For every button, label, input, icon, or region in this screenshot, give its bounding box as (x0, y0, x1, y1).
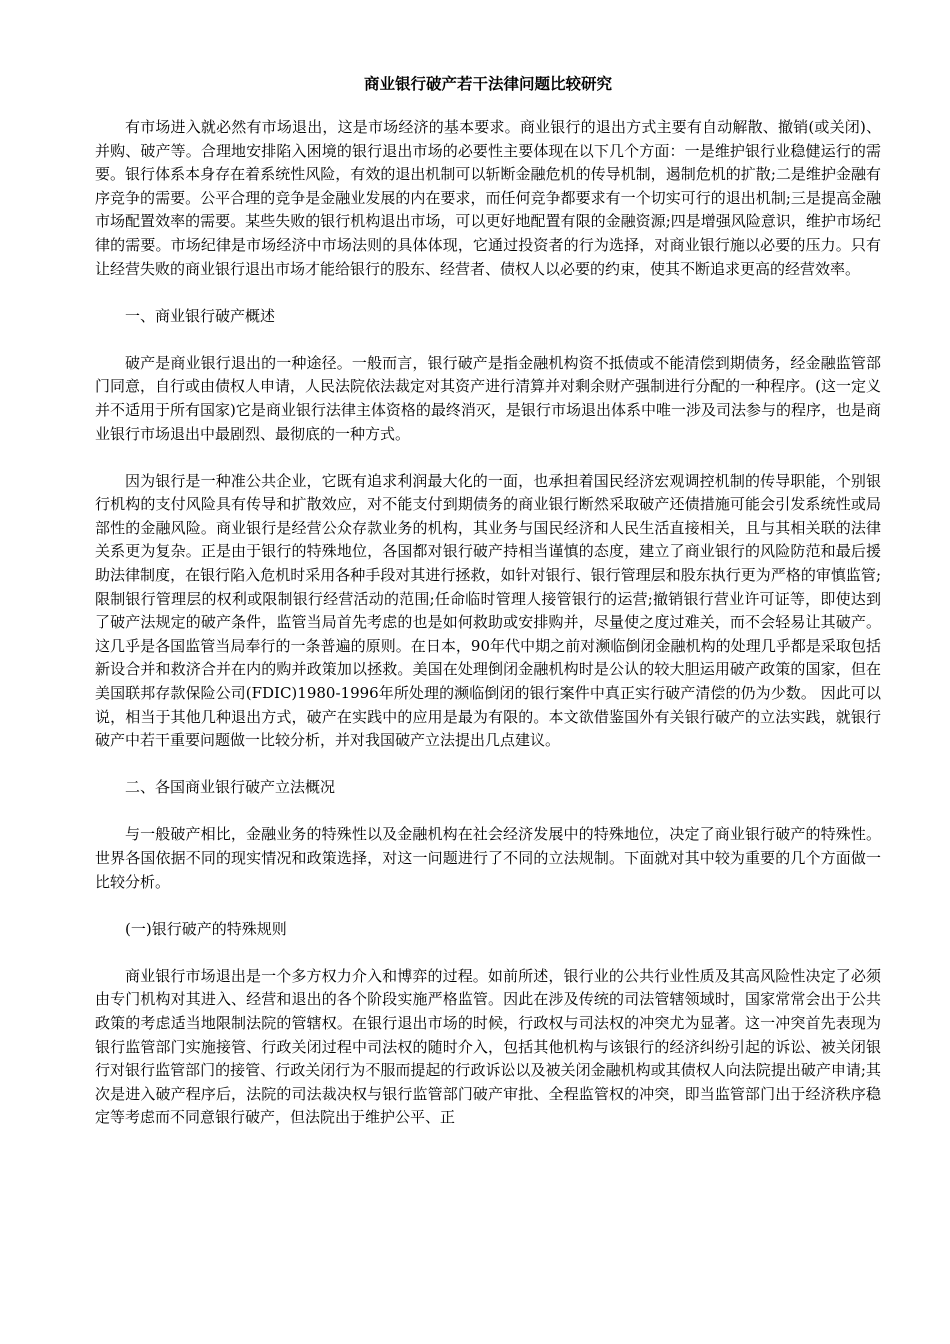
document-page (95, 72, 881, 1153)
paragraph-special-rules: 商业银行市场退出是一个多方权力介入和博弈的过程。如前所述，银行业的公共行业性质及其高风险性决定了必须由专门机构对其进入、经营和退出的各个阶段实施严格监管。因此在涉及传统的司法管辖领域时，国家常常会出于公共政策的考虑适当地限制法院的管辖权。在银行退出市场的时候，行政权与司法权的冲突尤为显著。这一冲突首先表现为银行监管部门实施接管、行政关闭过程中司法权的随时介入，包括其他机构与该银行的经济纠纷引起的诉讼、被关闭银行对银行监管部门的接管、行政关闭行为不服而提起的行政诉讼以及被关闭金融机构或其债权人向法院提出破产申请;其次是进入破产程序后，法院的司法裁决权与银行监管部门破产审批、全程监管权的冲突，即当监管部门出于经济秩序稳定等考虑而不同意银行破产，但法院出于维护公平、正 (95, 966, 881, 1127)
section-heading-1: 一、商业银行破产概述 (125, 306, 276, 325)
paragraph-intro: 有市场进入就必然有市场退出，这是市场经济的基本要求。商业银行的退出方式主要有自动解散、撤销(或关闭)、并购、破产等。合理地安排陷入困境的银行退出市场的必要性主要体现在以下几个方面：一是维护银行业稳健运行的需要。银行体系本身存在着系统性风险，有效的退出机制可以斩断金融危机的传导机制，遏制危机的扩散;二是维护金融有序竞争的需要。公平合理的竞争是金融业发展的内在要求，而任何竞争都要求有一个切实可行的退出机制;三是提高金融市场配置效率的需要。某些失败的银行机构退出市场，可以更好地配置有限的金融资源;四是增强风险意识，维护市场纪律的需要。市场纪律是市场经济中市场法则的具体体现，它通过投资者的行为选择，对商业银行施以必要的压力。只有让经营失败的商业银行退出市场才能给银行的股东、经营者、债权人以必要的约束，使其不断追求更高的经营效率。 (95, 118, 881, 278)
section-heading-2: 二、各国商业银行破产立法概况 (125, 778, 336, 797)
document-title: 商业银行破产若干法律问题比较研究 (363, 74, 612, 93)
paragraph-bankruptcy-definition: 破产是商业银行退出的一种途径。一般而言，银行破产是指金融机构资不抵债或不能清偿到期债务，经金融监管部门同意，自行或由债权人申请，人民法院依法裁定对其资产进行清算并对剩余财产强制进行分配的一种程序。(这一定义并不适用于所有国家)它是商业银行法律主体资格的最终消灭，是银行市场退出体系中唯一涉及司法参与的程序，也是商业银行市场退出中最剧烈、最彻底的一种方式。 (95, 353, 881, 443)
paragraph-legislation-overview: 与一般破产相比，金融业务的特殊性以及金融机构在社会经济发展中的特殊地位，决定了商业银行破产的特殊性。世界各国依据不同的现实情况和政策选择，对这一问题进行了不同的立法规制。下面就对其中较为重要的几个方面做一比较分析。 (95, 825, 881, 891)
subsection-heading-1: (一)银行破产的特殊规则 (125, 919, 287, 938)
paragraph-bank-special-status: 因为银行是一种准公共企业，它既有追求利润最大化的一面，也承担着国民经济宏观调控机制的传导职能，个别银行机构的支付风险具有传导和扩散效应，对不能支付到期债务的商业银行断然采取破产还债措施可能会引发系统性或局部性的金融风险。商业银行是经营公众存款业务的机构，其业务与国民经济和人民生活直接相关，且与其相关联的法律关系更为复杂。正是由于银行的特殊地位，各国都对银行破产持相当谨慎的态度，建立了商业银行的风险防范和最后援助法律制度，在银行陷入危机时采用各种手段对其进行拯救，如针对银行、银行管理层和股东执行更为严格的审慎监管;限制银行管理层的权利或限制银行经营活动的范围;任命临时管理人接管银行的运营;撤销银行营业许可证等，即使达到了破产法规定的破产条件，监管当局首先考虑的也是如何救助或安排购并，尽量使之度过难关，而不会轻易让其破产。这几乎是各国监管当局奉行的一条普遍的原则。在日本，90年代中期之前对濒临倒闭金融机构的处理几乎都是采取包括新设合并和救济合并在内的购并政策加以拯救。美国在处理倒闭金融机构时是公认的较大胆运用破产政策的国家，但在美国联邦存款保险公司(FDIC)1980-1996年所处理的濒临倒闭的银行案件中真正实行破产清偿的仍为少数。 因此可以说，相当于其他几种退出方式，破产在实践中的应用是最为有限的。本文欲借鉴国外有关银行破产的立法实践，就银行破产中若干重要问题做一比较分析，并对我国破产立法提出几点建议。 (95, 471, 881, 750)
